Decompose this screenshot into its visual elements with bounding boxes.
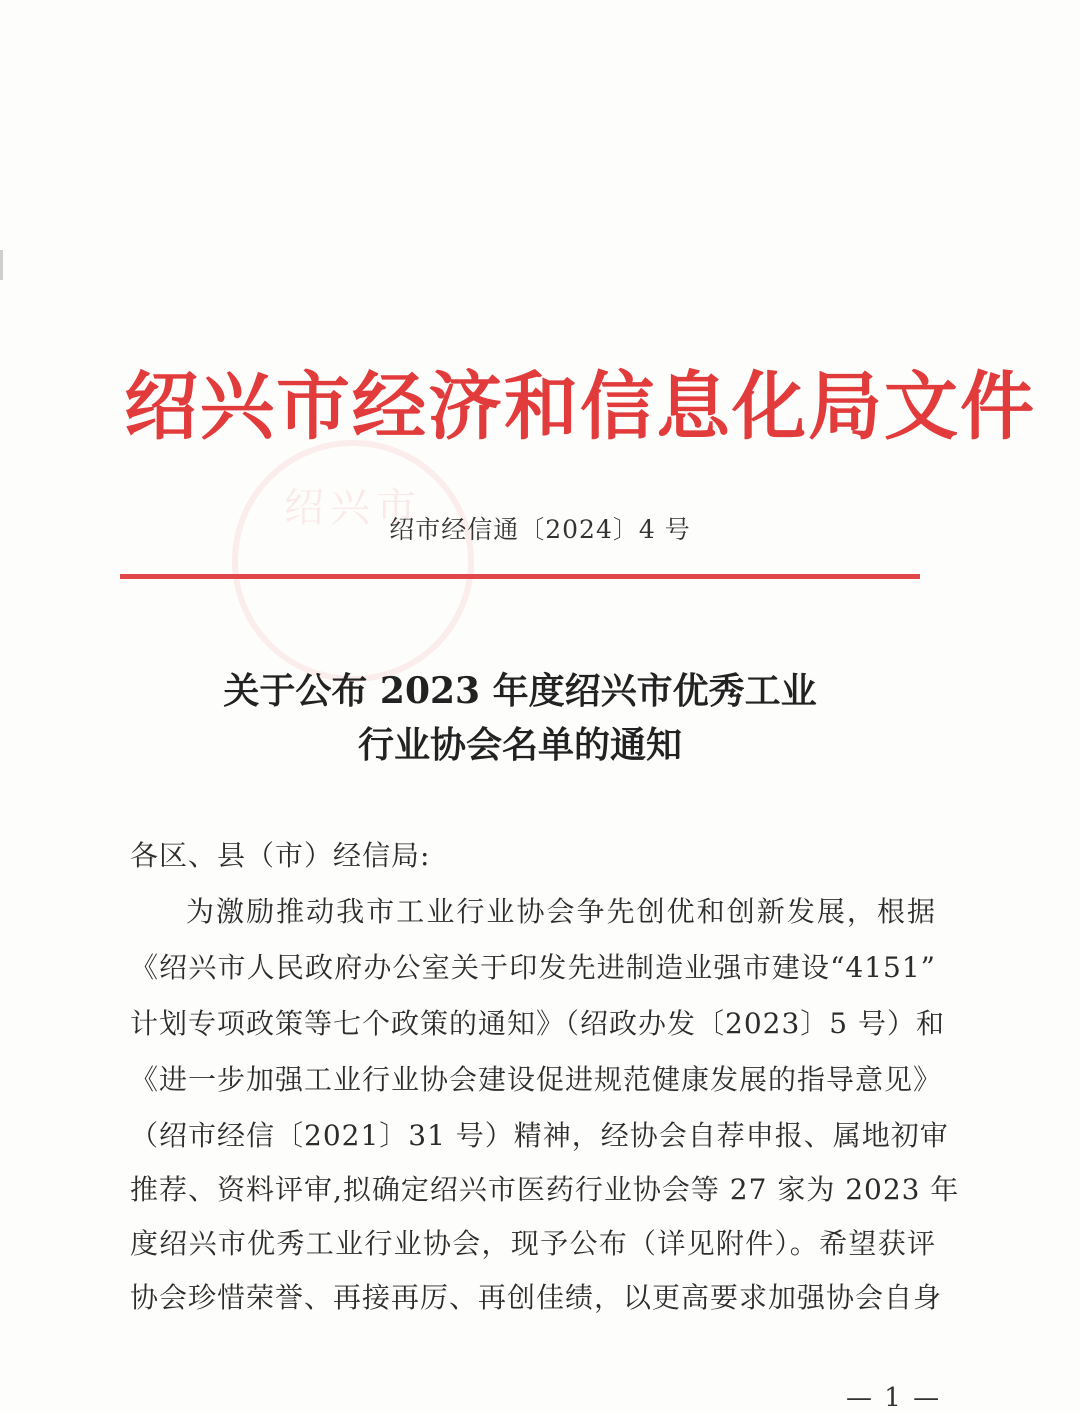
body-line: 协会珍惜荣誉、再接再厉、再创佳绩，以更高要求加强协会自身: [130, 1281, 943, 1314]
body-line: 度绍兴市优秀工业行业协会，现予公布（详见附件）。希望获评: [130, 1227, 936, 1260]
page-number: — 1 —: [846, 1383, 942, 1413]
body-line: 推荐、资料评审,拟确定绍兴市医药行业协会等 27 家为 2023 年: [130, 1173, 960, 1206]
notice-title-line-1: 关于公布 2023 年度绍兴市优秀工业: [223, 670, 817, 712]
red-separator-line: [120, 574, 920, 579]
document-number: 绍市经信通〔2024〕4 号: [389, 515, 691, 544]
salutation: 各区、县（市）经信局:: [130, 839, 431, 872]
faded-seal-stamp-text: 绍兴市: [284, 485, 422, 531]
notice-title-line-2: 行业协会名单的通知: [357, 724, 682, 766]
body-line: 《进一步加强工业行业协会建设促进规范健康发展的指导意见》: [130, 1063, 943, 1096]
body-line: 计划专项政策等七个政策的通知》（绍政办发〔2023〕5 号）和: [130, 1007, 945, 1040]
issuer-header-title: 绍兴市经济和信息化局文件: [124, 364, 1036, 450]
body-line: 《绍兴市人民政府办公室关于印发先进制造业强市建设“4151”: [130, 951, 936, 984]
body-line: （绍市经信〔2021〕31 号）精神，经协会自荐申报、属地初审: [130, 1119, 949, 1152]
body-line: 为激励推动我市工业行业协会争先创优和创新发展，根据: [186, 895, 936, 928]
scan-edge-mark: [0, 250, 3, 280]
